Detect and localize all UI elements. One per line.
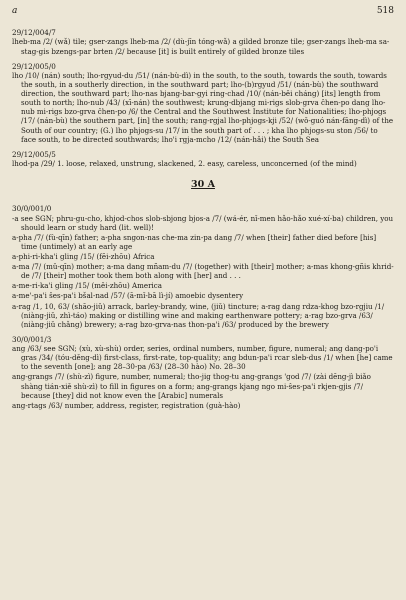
page-header: [12, 6, 394, 28]
entry: [12, 281, 394, 290]
entry-code: 29/12/005/5: [12, 149, 56, 159]
entry: [12, 150, 394, 169]
entry-text: lhod-pa /29/ 1. loose, relaxed, unstrung, slackened, 2. easy, careless, unconcerned (of the mind): [12, 159, 357, 169]
entry-text: a-pha /7/ (fù-qīn) father; a-pha sngon-nas che-ma zin-pa dang /7/ when [their] father died before [his] time (untimely) at an early age: [12, 232, 377, 251]
entries-top: [12, 28, 394, 168]
entry: [12, 28, 394, 56]
entry-code: 30/0/001/3: [12, 334, 52, 344]
entry: [12, 62, 394, 144]
section-letter: a: [12, 6, 18, 16]
entry: [12, 204, 394, 232]
entry-code: 29/12/005/0: [12, 61, 56, 71]
entry: [12, 252, 394, 261]
entry: [12, 335, 394, 372]
entry: [12, 401, 394, 410]
entry-text: lheb-ma /2/ (wǎ) tile; gser-zangs lheb-ma /2/ (dù-jīn tóng-wǎ) a gilded bronze tile; gser-zangs lheb-ma sa-stag-gis bzengs-par brten /2/ because [it] is built entirely of gilded bronze tiles: [12, 37, 390, 56]
entry-text: ang /63/ see SGN; (xù, xù-shù) order, series, ordinal numbers, number, figure, numeral; ang dang-po'i gras /34/ (tóu-děng-dì) first-class, first-rate, top-quality; ang bdun-pa'i rcar sleb-dus /1/ when [he] came to the seventh [one]; ang 28–30-pa /63/ (28–30 hào) No. 28–30: [12, 344, 393, 372]
entry-text: -a see SGN; phru-gu-cho, khjod-chos slob-sbjong bjos-a /7/ (wá-ér, nǐ-men hǎo-hǎo xué-xí-ba) children, you should learn or study hard (lit. well)!: [12, 213, 394, 232]
entry: [12, 291, 394, 300]
entry: [12, 302, 394, 329]
entry-text: ang-grangs /7/ (shù-zì) figure, number, numeral; tho-jig thog-tu ang-grangs 'god /7/ (zài dēng-jì biǎo shàng tián-xiě shù-zì) to fill in figures on a form; ang-grangs kjang ngo mi-ŝes-pa'i rkjen-gjis /7/ because [they] did not know even the [Arabic] numerals: [12, 372, 371, 400]
entries-bottom: [12, 204, 394, 410]
entry-text: a-me'-pa'i ŝes-pa'i bšal-nad /57/ (ā-mǐ-bā lì-jí) amoebic dysentery: [12, 291, 244, 301]
entry-text: a-ma /7/ (mǔ-qīn) mother; a-ma dang mñam-du /7/ (together) with [their] mother; a-mas khong-gñis khrid-de /7/ [their] mother took them both along with [her] and . . .: [12, 262, 394, 281]
section-heading: [12, 179, 394, 190]
page-number: 518: [376, 6, 394, 16]
entry: [12, 262, 394, 280]
entry-code: 29/12/004/7: [12, 28, 56, 37]
entry-text: lho /10/ (nán) south; lho-rgyud-du /51/ (nán-bù-dì) in the south, to the south, towards the south, towards the south, in a southerly direction, in the southward part; lho-(b)rgyud /51/ (nán-bù) the southward direction, the southward part; lho-nas bjang-bar-gyi ring-chad /10/ (nán-běi cháng) [its] length from south to north; lho-nub /43/ (xī-nán) the southwest; krung-dbjang mi-rigs slob-grva ĉhen-po dang lho-nub mi-rigs bzo-grva ĉhen-po /6/ the Central and the Southwest Institute for Nationalities; lho-phjogs /17/ (nán-bù) the southern part, [in] the south; rang-rgjal lho-phjogs-kji /52/ (wǒ-guó nán-fāng-dì) of the South of our country; (G.) lho phjogs-su /17/ in the south part of . . . ; kha lho phjogs-su ston /56/ to face south, to be directed southwards; lho'i rgja-mcho /12/ (nán-hǎi) the South Sea: [12, 71, 394, 144]
entry-text: ang-rtags /63/ number, address, register, registration (guà-hào): [12, 400, 241, 410]
entry-text: a-rag /1, 10, 63/ (shāo-jiǔ) arrack, barley-brandy, wine, (jiǔ) tincture; a-rag dang rdza-khog bzo-rgjiu /1/ (niàng-jiǔ, zhì-táo) making or distilling wine and making earthenware pottery; a-rag bzo-grva /63/ (niàng-jiǔ chǎng) brewery; a-rag bzo-grva-nas thon-pa'i /63/ produced by the brewery: [12, 301, 385, 329]
entry-text: a-me-ri-ka'i gling /15/ (měi-zhōu) America: [12, 281, 162, 291]
entry-text: a-phi-ri-kha'i gling /15/ (fēi-zhōu) Africa: [12, 252, 155, 262]
entry: [12, 372, 394, 399]
section-heading-text: 30 A: [191, 179, 215, 191]
entry-code: 30/0/001/0: [12, 204, 52, 214]
entry: [12, 233, 394, 251]
